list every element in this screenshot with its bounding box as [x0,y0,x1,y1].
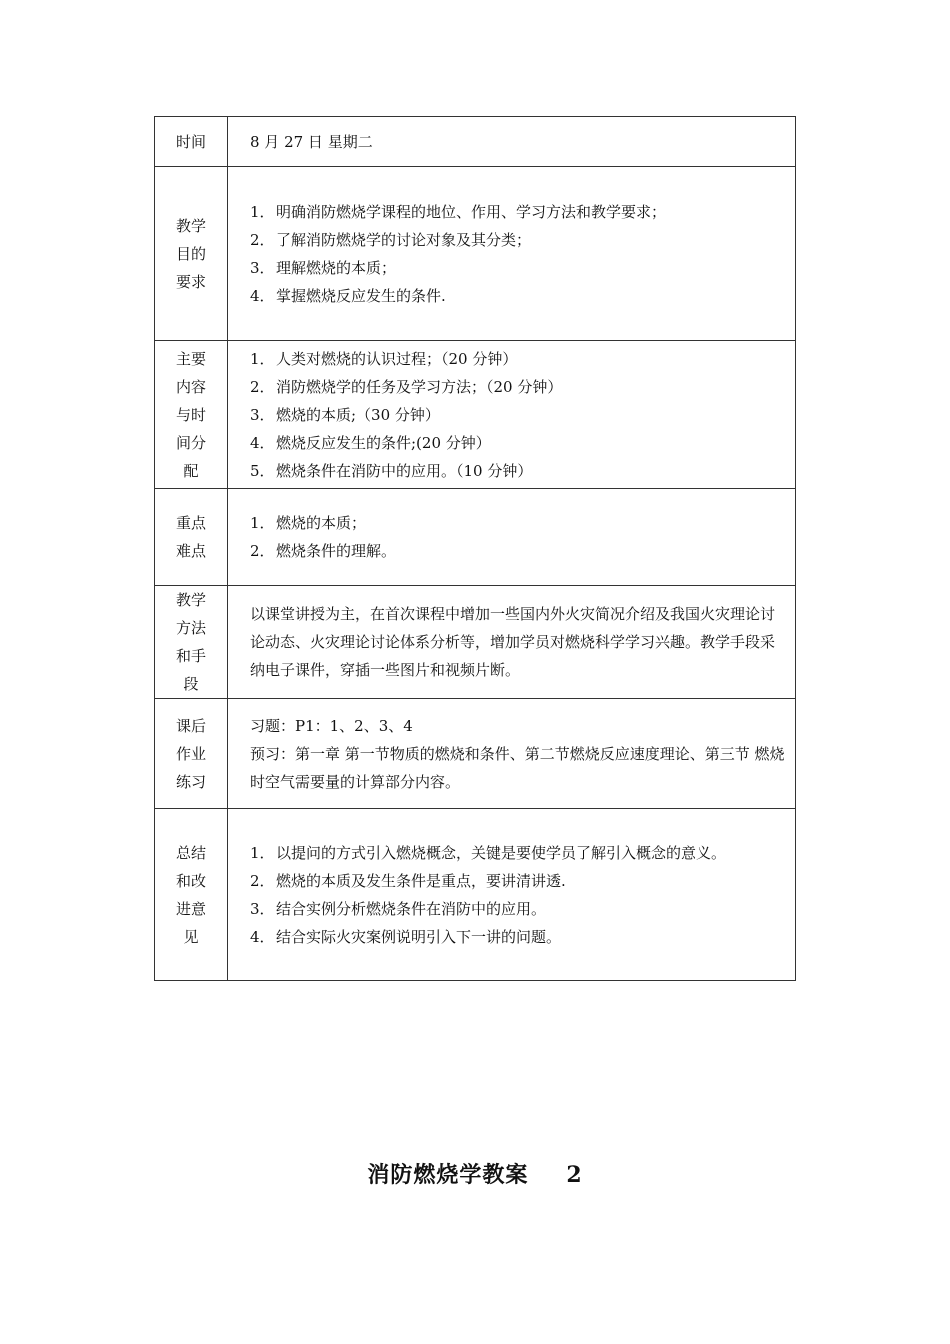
homework-row [155,699,796,809]
list-item: 2．燃烧条件的理解。 [250,542,397,560]
summary-list [250,839,785,951]
key-points-content [228,489,796,586]
summary-content [228,809,796,981]
list-item: 3．结合实例分析燃烧条件在消防中的应用。 [250,899,547,918]
list-item: 2．了解消防燃烧学的讨论对象及其分类； [250,230,532,249]
methods-label: 教学方法和手段 [155,586,228,699]
objectives-row [155,167,796,341]
key-points-list [250,509,785,565]
time-label: 时间 [155,117,228,167]
list-item: 2．燃烧的本质及发生条件是重点，要讲清讲透. [250,871,566,890]
objectives-label: 教学目的要求 [155,167,228,341]
homework-content: 习题：P1：1、2、3、4 预习：第一章 第一节物质的燃烧和条件、第二节燃烧反应速度理论、第三节 燃烧时空气需要量的计算部分内容。 [228,699,796,809]
lesson-plan-table [154,116,796,981]
document-title-number: 2 [566,1162,583,1188]
content-row [155,341,796,489]
key-points-label: 重点难点 [155,489,228,586]
list-item: 1．燃烧的本质； [250,514,367,532]
time-value: 8 月 27 日 星期二 [228,117,796,167]
list-item: 3．燃烧的本质;（30 分钟） [250,405,440,424]
list-item: 5．燃烧条件在消防中的应用。（10 分钟） [250,461,533,480]
list-item: 1．明确消防燃烧学课程的地位、作用、学习方法和教学要求； [250,202,667,221]
list-item: 4．掌握燃烧反应发生的条件. [250,286,446,305]
methods-content: 以课堂讲授为主，在首次课程中增加一些国内外火灾简况介绍及我国火灾理论讨论动态、火灾理论讨论体系分析等，增加学员对燃烧科学学习兴趣。教学手段采纳电子课件，穿插一些图片和视频片断。 [228,586,796,699]
content-label: 主要内容与时间分配 [155,341,228,489]
content-content [228,341,796,489]
list-item: 4．燃烧反应发生的条件;(20 分钟） [250,433,491,452]
key-points-row [155,489,796,586]
document-title [0,1158,950,1189]
methods-row [155,586,796,699]
summary-label: 总结和改进意见 [155,809,228,981]
summary-row [155,809,796,981]
list-item: 1．人类对燃烧的认识过程；（20 分钟） [250,349,518,368]
objectives-content [228,167,796,341]
list-item: 3．理解燃烧的本质； [250,258,397,277]
list-item: 2．消防燃烧学的任务及学习方法；（20 分钟） [250,377,563,396]
document-title-text: 消防燃烧学教案 [367,1162,529,1188]
homework-label: 课后作业练习 [155,699,228,809]
list-item: 4．结合实际火灾案例说明引入下一讲的问题。 [250,927,562,946]
time-row [155,117,796,167]
objectives-list [250,198,785,310]
list-item: 1．以提问的方式引入燃烧概念，关键是要使学员了解引入概念的意义。 [250,843,727,862]
content-list [250,345,785,485]
